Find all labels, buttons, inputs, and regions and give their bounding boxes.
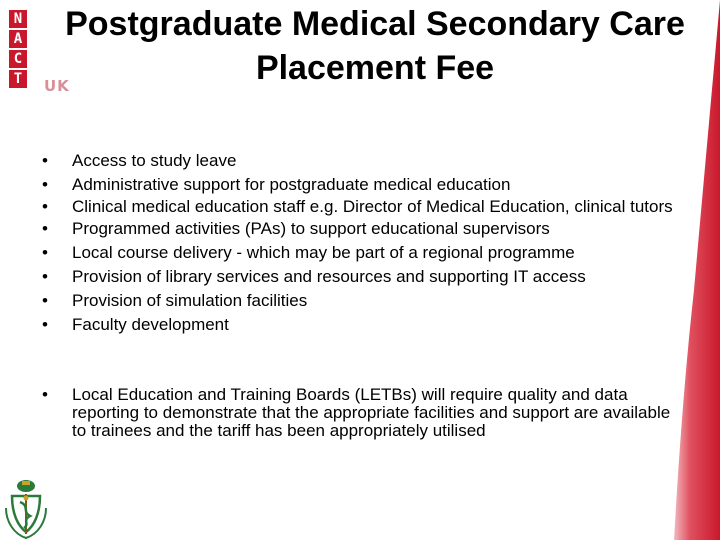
crest-emblem-icon [4, 478, 48, 540]
list-item [40, 150, 680, 172]
list-item-text: Local course delivery - which may be part of a regional programme [72, 243, 575, 262]
list-item [40, 242, 680, 264]
bullet-list-secondary [40, 386, 680, 442]
bullet-dot: • [42, 291, 48, 310]
nact-logo [9, 10, 27, 90]
logo-letter-n: N [9, 10, 27, 28]
logo-letter-c: C [9, 50, 27, 68]
logo-letter-t: T [9, 70, 27, 88]
bullet-dot: • [42, 243, 48, 262]
bullet-dot: • [42, 175, 48, 194]
list-item-text: Clinical medical education staff e.g. Director of Medical Education, clinical tutors [72, 197, 673, 216]
slide-title: Postgraduate Medical Secondary Care Placement Fee [65, 5, 685, 87]
list-item-text: Provision of library services and resources and supporting IT access [72, 267, 586, 286]
list-item [40, 290, 680, 312]
logo-letter-a: A [9, 30, 27, 48]
bullet-dot: • [42, 267, 48, 286]
bullet-dot: • [42, 315, 48, 334]
list-item [40, 266, 680, 288]
list-item [40, 218, 680, 240]
bullet-list-primary [40, 150, 680, 338]
bullet-dot: • [42, 385, 48, 404]
website-url: www.nactuk.org.uk [618, 217, 664, 547]
list-item [40, 314, 680, 336]
bullet-dot: • [42, 151, 48, 170]
list-item [40, 386, 680, 440]
list-item-text: Provision of simulation facilities [72, 291, 308, 310]
bullet-dot: • [42, 219, 48, 238]
list-item [40, 174, 680, 196]
bullet-dot: • [42, 197, 48, 216]
list-item-text: Local Education and Training Boards (LETBs) will require quality and data reporting to demonstrate that the appropriate facilities and support are available to trainees and the tariff has been appropriately utilised [72, 385, 671, 440]
list-item [40, 198, 680, 216]
list-item-text: Programmed activities (PAs) to support educational supervisors [72, 219, 550, 238]
list-item-text: Access to study leave [72, 151, 237, 170]
logo-uk-label: UK [44, 77, 70, 95]
list-item-text: Faculty development [72, 315, 229, 334]
list-item-text: Administrative support for postgraduate medical education [72, 175, 511, 194]
